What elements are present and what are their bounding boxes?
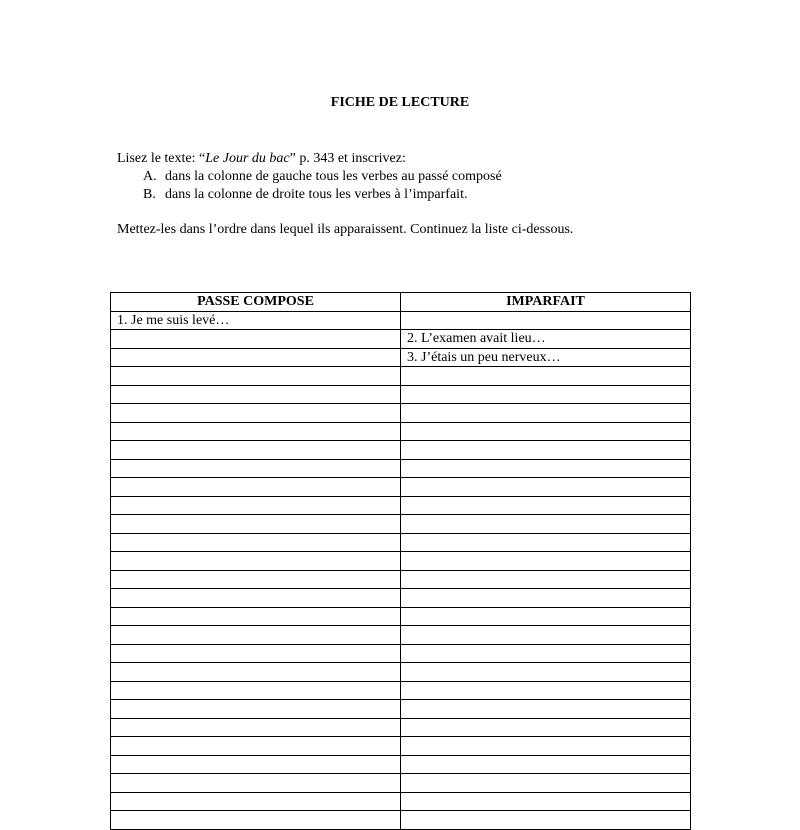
cell-passe-compose[interactable]: 1. Je me suis levé… <box>111 311 401 330</box>
cell-passe-compose[interactable] <box>111 515 401 534</box>
cell-passe-compose[interactable] <box>111 367 401 386</box>
table-row <box>111 792 691 811</box>
cell-imparfait[interactable] <box>401 792 691 811</box>
cell-imparfait[interactable] <box>401 663 691 682</box>
cell-imparfait[interactable] <box>401 811 691 830</box>
cell-imparfait[interactable] <box>401 570 691 589</box>
table-row <box>111 700 691 719</box>
table-row <box>111 755 691 774</box>
cell-imparfait[interactable] <box>401 404 691 423</box>
cell-passe-compose[interactable] <box>111 700 401 719</box>
instructions <box>117 150 717 204</box>
table-row <box>111 589 691 608</box>
table-row <box>111 644 691 663</box>
cell-passe-compose[interactable] <box>111 607 401 626</box>
instruction-letter: B. <box>143 187 156 202</box>
cell-passe-compose[interactable] <box>111 626 401 645</box>
table-row <box>111 570 691 589</box>
table-row <box>111 330 691 349</box>
table-row <box>111 718 691 737</box>
table-row <box>111 459 691 478</box>
table-row <box>111 681 691 700</box>
cell-passe-compose[interactable] <box>111 644 401 663</box>
instruction-text: dans la colonne de gauche tous les verbes au passé composé <box>165 169 502 184</box>
cell-imparfait[interactable] <box>401 496 691 515</box>
cell-imparfait[interactable] <box>401 607 691 626</box>
table-row <box>111 533 691 552</box>
cell-imparfait[interactable] <box>401 385 691 404</box>
cell-passe-compose[interactable] <box>111 755 401 774</box>
order-instruction: Mettez-les dans l’ordre dans lequel ils apparaissent. Continuez la liste ci-dessous. <box>117 222 574 237</box>
table-row <box>111 607 691 626</box>
cell-imparfait[interactable] <box>401 441 691 460</box>
cell-passe-compose[interactable] <box>111 663 401 682</box>
cell-imparfait[interactable] <box>401 459 691 478</box>
table-body <box>111 311 691 829</box>
table-row <box>111 404 691 423</box>
table-row <box>111 478 691 497</box>
cell-passe-compose[interactable] <box>111 737 401 756</box>
table-row <box>111 552 691 571</box>
table-row <box>111 515 691 534</box>
intro-suffix: ” p. 343 et inscrivez: <box>289 151 406 166</box>
cell-passe-compose[interactable] <box>111 681 401 700</box>
table-row <box>111 774 691 793</box>
cell-passe-compose[interactable] <box>111 478 401 497</box>
intro-prefix: Lisez le texte: “ <box>117 151 206 166</box>
book-title: Le Jour du bac <box>205 151 290 166</box>
cell-imparfait[interactable] <box>401 737 691 756</box>
cell-imparfait[interactable] <box>401 700 691 719</box>
table-row <box>111 811 691 830</box>
cell-imparfait[interactable] <box>401 774 691 793</box>
cell-passe-compose[interactable] <box>111 552 401 571</box>
table-row <box>111 496 691 515</box>
instruction-item-b <box>117 186 717 204</box>
cell-passe-compose[interactable] <box>111 422 401 441</box>
table-row <box>111 441 691 460</box>
cell-passe-compose[interactable] <box>111 330 401 349</box>
table-row <box>111 385 691 404</box>
cell-imparfait[interactable] <box>401 515 691 534</box>
cell-passe-compose[interactable] <box>111 533 401 552</box>
cell-imparfait[interactable] <box>401 718 691 737</box>
column-header-passe-compose: PASSE COMPOSE <box>111 293 401 312</box>
cell-passe-compose[interactable] <box>111 496 401 515</box>
cell-imparfait[interactable] <box>401 681 691 700</box>
cell-imparfait[interactable] <box>401 311 691 330</box>
cell-passe-compose[interactable] <box>111 404 401 423</box>
table-row <box>111 367 691 386</box>
cell-imparfait[interactable]: 2. L’examen avait lieu… <box>401 330 691 349</box>
page-title: FICHE DE LECTURE <box>330 95 470 110</box>
cell-imparfait[interactable] <box>401 755 691 774</box>
table-row <box>111 422 691 441</box>
cell-passe-compose[interactable] <box>111 459 401 478</box>
table-header-row <box>111 293 691 312</box>
cell-imparfait[interactable] <box>401 589 691 608</box>
table-row <box>111 348 691 367</box>
cell-passe-compose[interactable] <box>111 811 401 830</box>
cell-passe-compose[interactable] <box>111 348 401 367</box>
cell-imparfait[interactable] <box>401 533 691 552</box>
table-row <box>111 737 691 756</box>
cell-imparfait[interactable] <box>401 422 691 441</box>
instruction-text: dans la colonne de droite tous les verbes à l’imparfait. <box>165 187 468 202</box>
cell-imparfait[interactable] <box>401 626 691 645</box>
cell-imparfait[interactable] <box>401 367 691 386</box>
cell-passe-compose[interactable] <box>111 570 401 589</box>
cell-imparfait[interactable] <box>401 644 691 663</box>
cell-imparfait[interactable]: 3. J’étais un peu nerveux… <box>401 348 691 367</box>
cell-passe-compose[interactable] <box>111 718 401 737</box>
instruction-item-a <box>117 168 717 186</box>
cell-passe-compose[interactable] <box>111 792 401 811</box>
cell-passe-compose[interactable] <box>111 385 401 404</box>
column-header-imparfait: IMPARFAIT <box>401 293 691 312</box>
table-row <box>111 311 691 330</box>
cell-passe-compose[interactable] <box>111 441 401 460</box>
table-row <box>111 663 691 682</box>
instruction-letter: A. <box>143 169 157 184</box>
table-row <box>111 626 691 645</box>
cell-passe-compose[interactable] <box>111 774 401 793</box>
instructions-intro <box>117 150 717 168</box>
cell-imparfait[interactable] <box>401 552 691 571</box>
cell-imparfait[interactable] <box>401 478 691 497</box>
cell-passe-compose[interactable] <box>111 589 401 608</box>
verb-table <box>110 292 691 830</box>
